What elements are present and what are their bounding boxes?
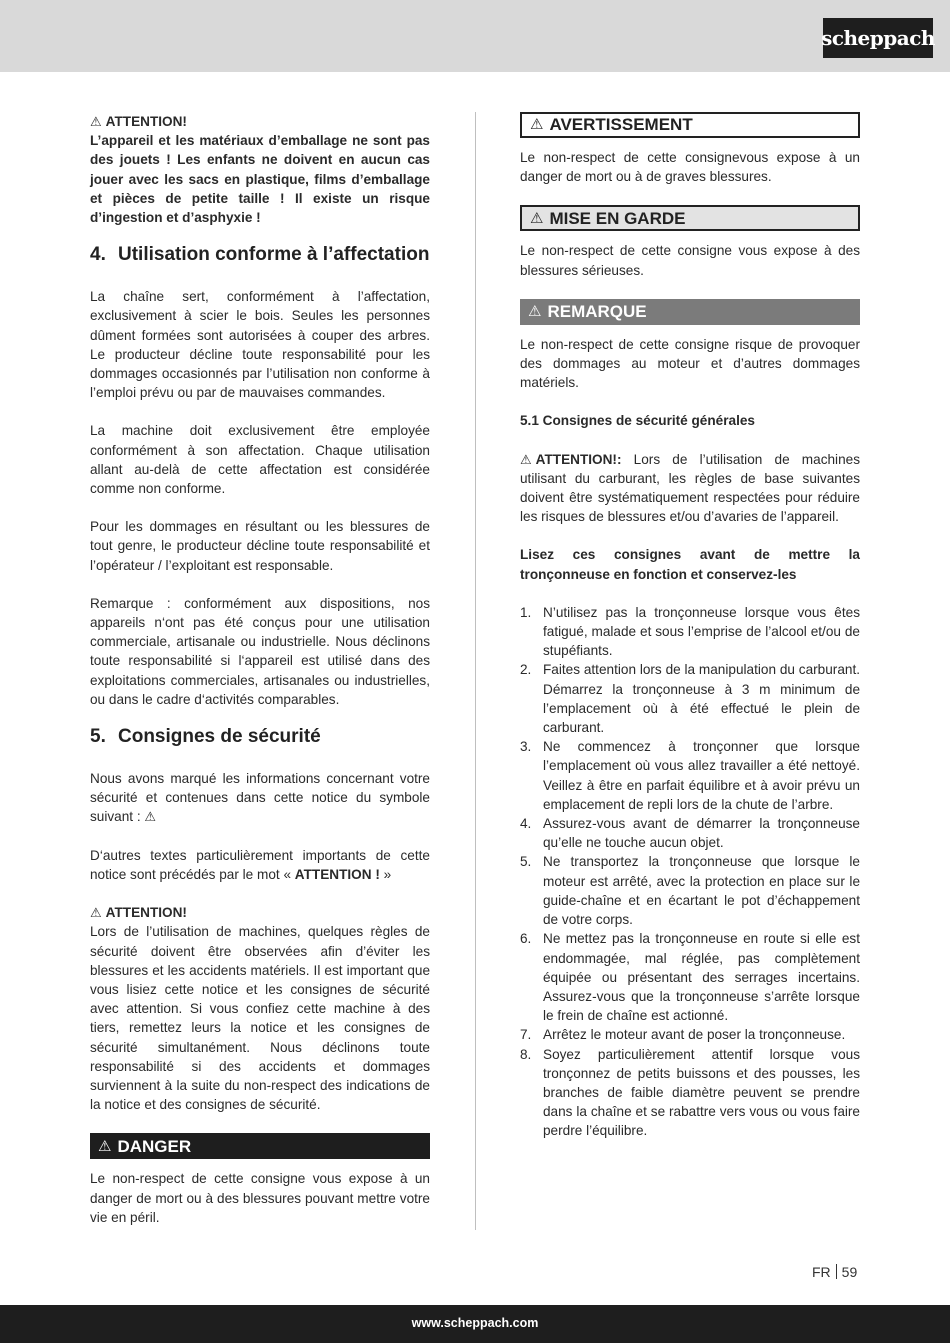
list-text: Arrêtez le moteur avant de poser la tronçonneuse. — [543, 1027, 846, 1043]
list-text: Ne mettez pas la tronçonneuse en route si elle est endommagée, mal réglée, pas complètement équipée ou présentant des serrages incertains. Assurez-vous que la tronçonneuse s’arrête lorsque le frein de chaîne est actionné. — [543, 931, 860, 1024]
page-number — [812, 1264, 857, 1280]
page-number-separator — [836, 1264, 837, 1279]
paragraph-text: Nous avons marqué les informations concernant votre sécurité et contenues dans cette notice du symbole suivant : — [90, 771, 430, 825]
warning-triangle-icon: ⚠ — [520, 451, 532, 467]
danger-label-box — [90, 1133, 430, 1159]
list-text: N’utilisez pas la tronçonneuse lorsque vous êtes fatigué, malade et sous l’emprise de l’alcool et/ou de stupéfiants. — [543, 604, 860, 659]
section-number: 4. — [90, 244, 106, 266]
attention-block — [90, 903, 430, 1114]
page-number-value: 59 — [841, 1264, 858, 1280]
section-5-heading — [90, 725, 430, 749]
avertissement-label: AVERTISSEMENT — [549, 115, 693, 135]
attention-keyword: ATTENTION ! — [294, 866, 380, 882]
instruction-heading: Lisez ces consignes avant de mettre la tronçonneuse en fonction et conservez-les — [520, 547, 860, 582]
list-number: 1. — [520, 604, 532, 620]
list-number: 7. — [520, 1027, 532, 1043]
paragraph: La machine doit exclusivement être employée conformément à son affectation. Chaque utilisation allant au-delà de cette affectation est considérée comme non conforme. — [90, 423, 430, 497]
list-text: Assurez-vous avant de démarrer la tronçonneuse qu’elle ne touche aucun objet. — [543, 816, 860, 851]
list-number: 2. — [520, 662, 532, 678]
danger-text: Le non-respect de cette consigne vous expose à un danger de mort ou à des blessures pouvant mettre votre vie en péril. — [90, 1171, 430, 1225]
warning-triangle-icon: ⚠ — [144, 809, 157, 825]
list-text: Soyez particulièrement attentif lorsque vous tronçonnez de petits buissons et des pousses, les branches de faible diamètre peuvent se prendre dans la chaîne et se rabattre vers vous ou vous faire perdre l’équilibre. — [543, 1046, 860, 1139]
attention-title: ATTENTION! — [105, 905, 187, 921]
paragraph: Pour les dommages en résultant ou les blessures de tout genre, le producteur décline toute responsabilité et l’opérateur / l’exploitant est responsable. — [90, 519, 430, 573]
list-item — [520, 1025, 860, 1044]
paragraph: La chaîne sert, conformément à l’affectation, exclusivement à scier le bois. Seules les personnes dûment formées sont autorisées à couper des arbres. Le producteur décline toute responsabilité pour les dommages occasionnés par l’utilisation non conforme à l’emploi prévu ou par de mauvaises commandes. — [90, 289, 430, 401]
list-item — [520, 603, 860, 661]
section-title: Consignes de sécurité — [118, 726, 321, 748]
warning-triangle-icon: ⚠ — [90, 905, 102, 921]
list-number: 5. — [520, 854, 532, 870]
section-title: Utilisation conforme à l’affectation — [118, 244, 430, 266]
footer-url[interactable]: www.scheppach.com — [411, 1316, 539, 1330]
attention-block — [90, 112, 430, 227]
warning-triangle-icon: ⚠ — [90, 114, 102, 129]
attention-label: ATTENTION!: — [535, 451, 622, 467]
header-bar — [0, 0, 950, 72]
attention-text: L’appareil et les matériaux d’emballage ne sont pas des jouets ! Les enfants ne doivent en aucun cas jouer avec les sacs en plastique, films d’emballage et pièces de petite taille ! Il existe un risque d’ingestion et d’asphyxie ! — [90, 133, 430, 226]
remarque-label-box — [520, 299, 860, 325]
paragraph — [90, 846, 430, 884]
warning-triangle-icon: ⚠ — [98, 1137, 112, 1155]
list-number: 4. — [520, 816, 532, 832]
mise-en-garde-label-box — [520, 205, 860, 231]
paragraph — [90, 769, 430, 827]
warning-triangle-icon: ⚠ — [530, 209, 544, 227]
list-text: Faites attention lors de la manipulation du carburant. Démarrez la tronçonneuse à 3 m minimum de l’emplacement où à été effectué le plein de carburant. — [543, 662, 860, 736]
attention-text: Lors de l’utilisation de machines, quelques règles de sécurité doivent être observées afin d’éviter les blessures et les accidents matériels. Il est important que vous lisiez cette notice et les consignes de sécurité avec attention. Si vous confiez cette machine à des tiers, remettez leurs la notice et les consignes de sécurité simultanément. Nous déclinons toute responsabilité si des accidents et dommages surviennent à la suite du non-respect des indications de la notice et des consignes de sécurité. — [90, 924, 430, 1113]
section-4-heading — [90, 243, 430, 267]
warning-triangle-icon: ⚠ — [530, 116, 544, 134]
list-item — [520, 852, 860, 929]
subsection-heading: 5.1 Consignes de sécurité générales — [520, 413, 755, 429]
paragraph-text: D‘autres textes particulièrement importants de cette notice sont précédés par le mot « — [90, 847, 430, 882]
left-column — [90, 112, 430, 1227]
list-item — [520, 660, 860, 737]
safety-list — [520, 603, 860, 1141]
paragraph-text: » — [379, 866, 392, 882]
list-text: Ne commencez à tronçonner que lorsque l’emplacement où vous allez travailler a été nettoyé. Veillez à être en parfait équilibre et à avoir prévu un emplacement de repli lors de la chute de l’arbre. — [543, 739, 860, 812]
remarque-text: Le non-respect de cette consigne risque de provoquer des dommages au moteur et d’autres dommages matériels. — [520, 336, 860, 391]
footer-bar — [0, 1305, 950, 1343]
warning-triangle-icon: ⚠ — [528, 303, 542, 321]
paragraph: Remarque : conformément aux dispositions, nos appareils n‘ont pas été conçus pour une utilisation commerciale, artisanale ou industrielle. Nous déclinons toute responsabilité si l‘appareil est utilisé dans des exploitations commerciales, artisanales ou industrielles, ou dans le cadre d‘activités comparables. — [90, 595, 430, 707]
brand-logo: scheppach — [823, 18, 933, 58]
danger-label: DANGER — [117, 1136, 192, 1156]
list-number: 8. — [520, 1046, 532, 1062]
page-language: FR — [812, 1264, 831, 1280]
remarque-label: REMARQUE — [547, 302, 647, 322]
mise-en-garde-label: MISE EN GARDE — [549, 208, 686, 228]
attention-paragraph — [520, 450, 860, 527]
list-number: 6. — [520, 931, 532, 947]
section-number: 5. — [90, 726, 106, 748]
list-item — [520, 1045, 860, 1141]
avertissement-text: Le non-respect de cette consignevous expose à un danger de mort ou à de graves blessures. — [520, 150, 860, 185]
right-column — [520, 112, 860, 1141]
column-divider — [475, 112, 476, 1230]
attention-text: Lors de l’utilisation de machines utilisant du carburant, les règles de base suivantes doivent être systématiquement respectées pour réduire les risques de blessures et/ou d’avaries de l’appareil. — [520, 451, 860, 525]
list-text: Ne transportez la tronçonneuse que lorsque le moteur est arrêté, avec la protection en place sur le guide-chaîne et en écartant le pot d’échappement de votre corps. — [543, 854, 860, 928]
mise-en-garde-text: Le non-respect de cette consigne vous expose à des blessures sérieuses. — [520, 243, 860, 278]
attention-title: ATTENTION! — [105, 114, 187, 129]
avertissement-label-box — [520, 112, 860, 138]
list-item — [520, 814, 860, 852]
list-item — [520, 929, 860, 1025]
list-number: 3. — [520, 739, 532, 755]
list-item — [520, 737, 860, 814]
